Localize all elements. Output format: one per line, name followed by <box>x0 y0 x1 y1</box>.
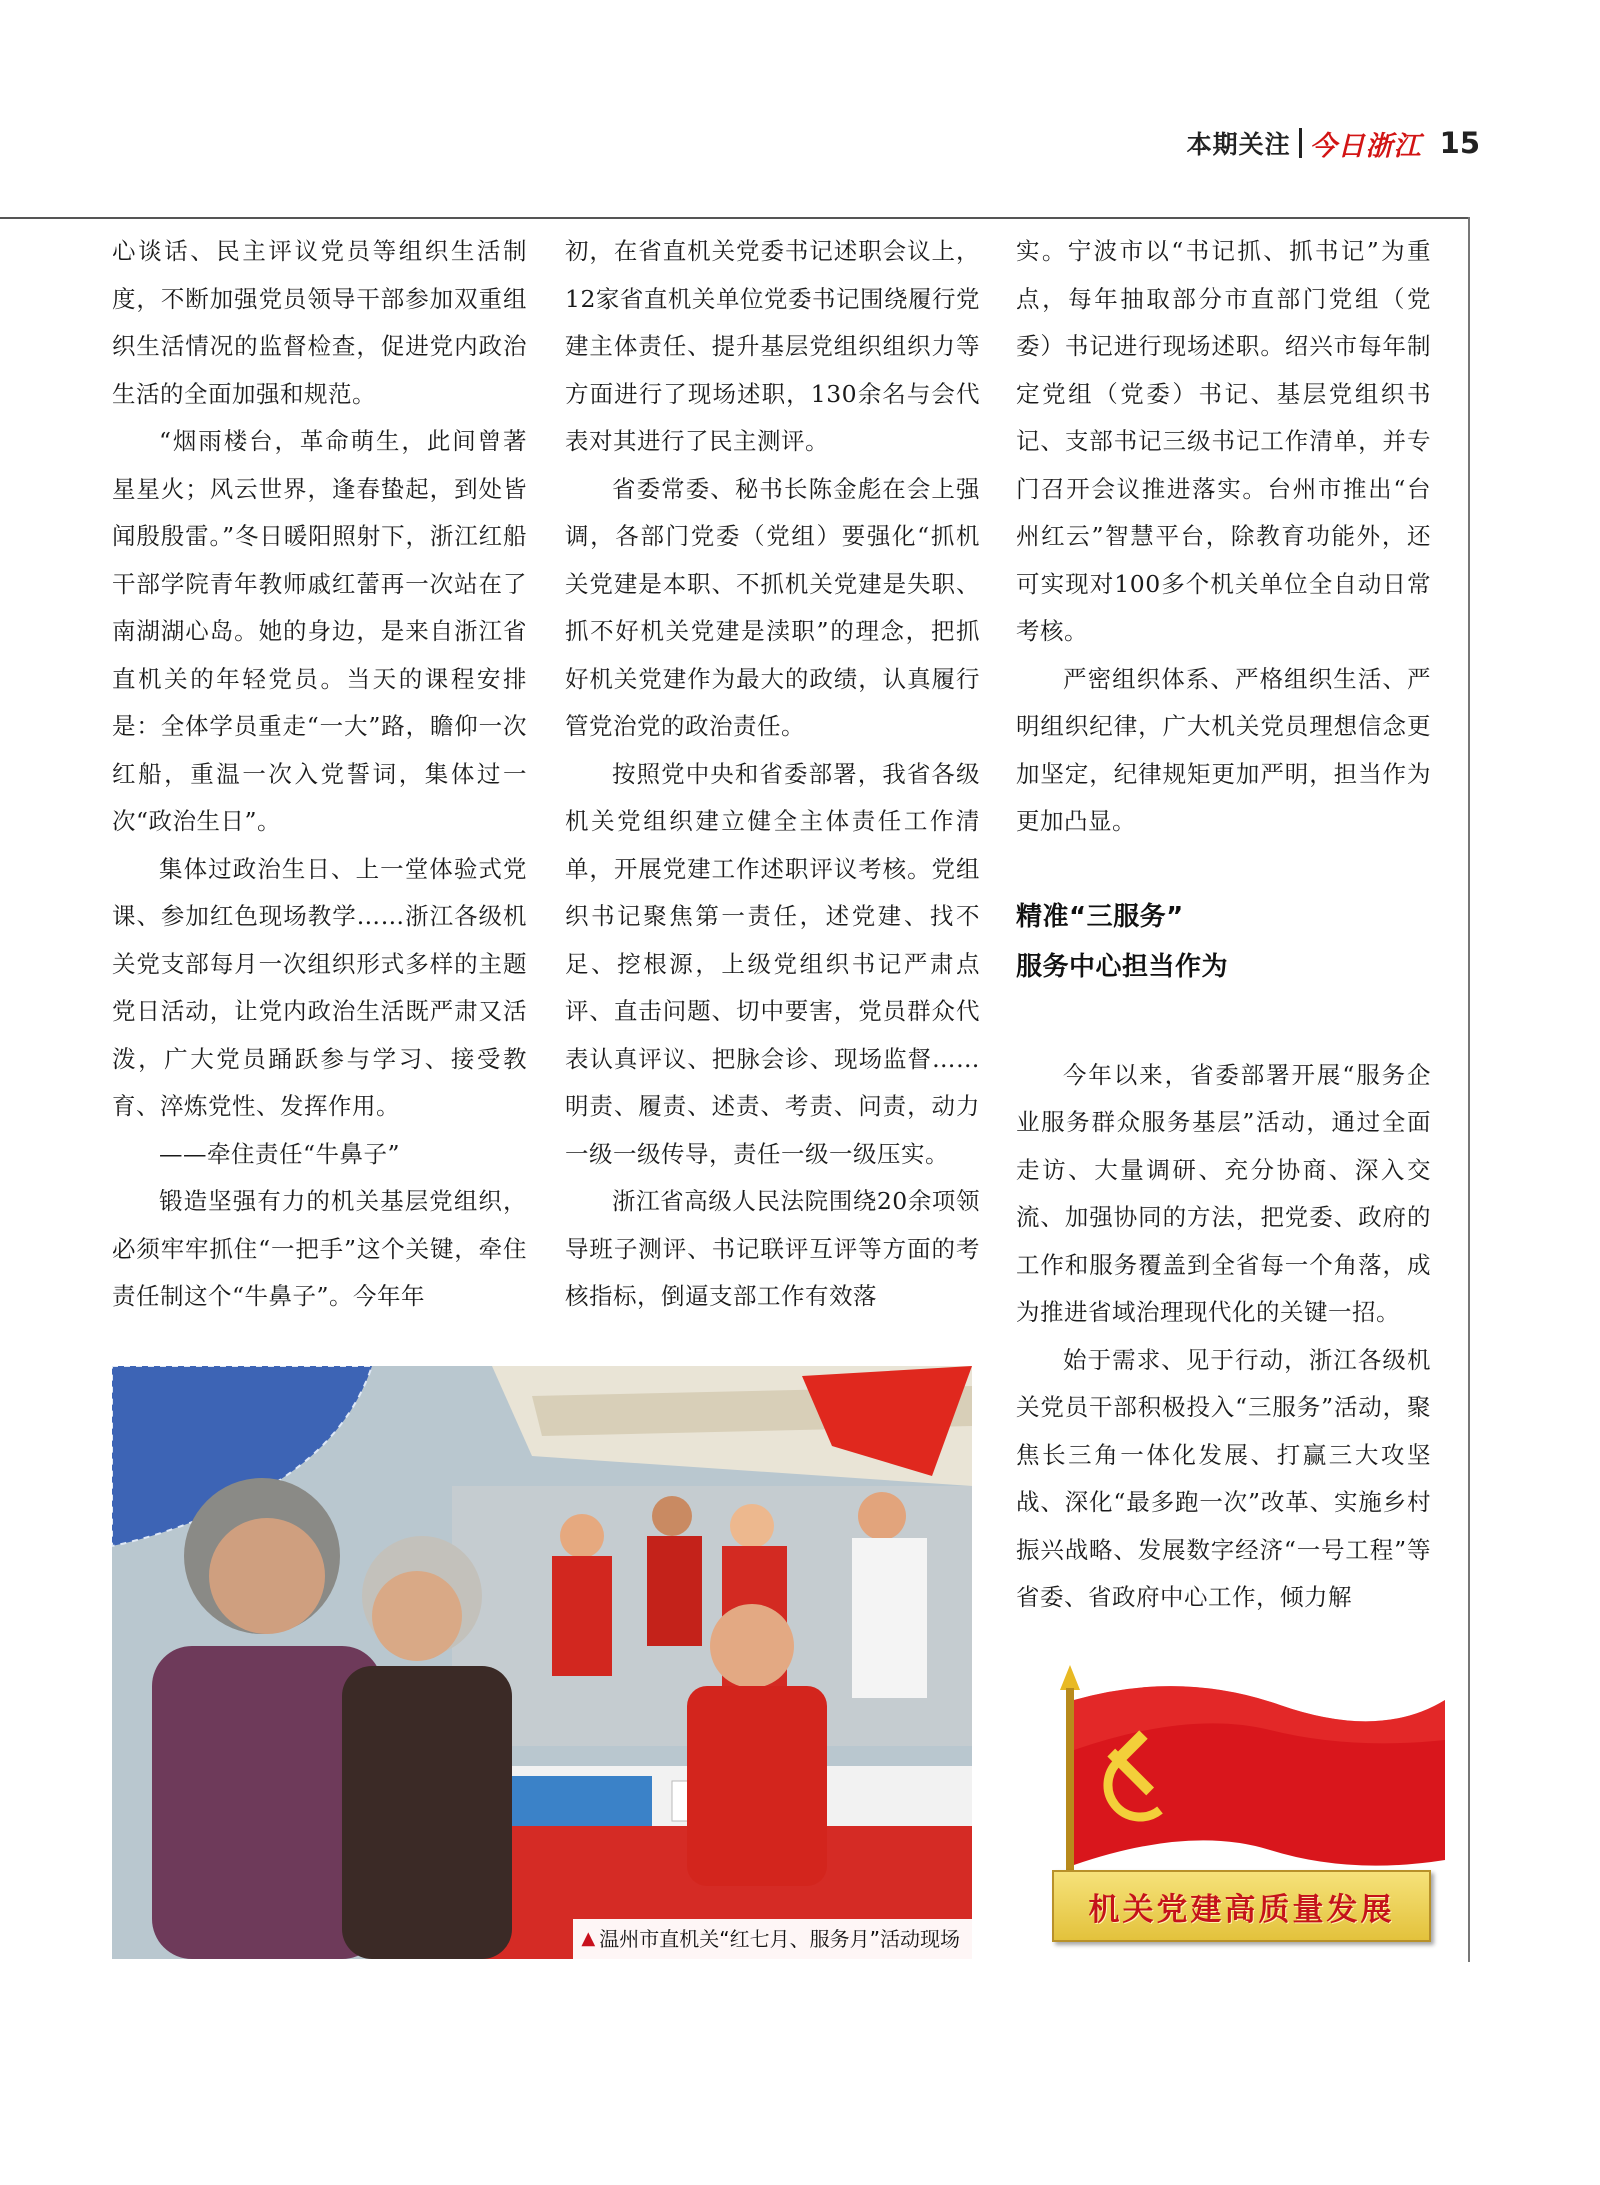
text-column-3 <box>1016 228 1431 1622</box>
red-flag-icon <box>1030 1660 1450 1890</box>
paragraph: 严密组织体系、严格组织生活、严明组织纪律，广大机关党员理想信念更加坚定，纪律规矩更加严明，担当作为更加凸显。 <box>1016 664 1431 835</box>
side-rule <box>1468 217 1470 1962</box>
paragraph: 浙江省高级人民法院围绕20余项领导班子测评、书记联评互评等方面的考核指标，倒逼支部工作有效落 <box>565 1187 980 1310</box>
page-number: 15 <box>1439 126 1480 160</box>
photo-illustration <box>112 1366 972 1959</box>
photo-caption <box>573 1919 972 1959</box>
paragraph: 初，在省直机关党委书记述职会议上，12家省直机关单位党委书记围绕履行党建主体责任、提升基层党组织组织力等方面进行了现场述职，130余名与会代表对其进行了民主测评。 <box>565 237 980 455</box>
paragraph: 实。宁波市以“书记抓、抓书记”为重点，每年抽取部分市直部门党组（党委）书记进行现场述职。绍兴市每年制定党组（党委）书记、基层党组织书记、支部书记三级书记工作清单，并专门召开会议推进落实。台州市推出“台州红云”智慧平台，除教育功能外，还可实现对100多个机关单位全自动日常考核。 <box>1016 237 1431 645</box>
section-heading <box>1016 892 1431 992</box>
paragraph: 心谈话、民主评议党员等组织生活制度，不断加强党员领导干部参加双重组织生活情况的监督检查，促进党内政治生活的全面加强和规范。 <box>112 237 527 408</box>
paragraph: “烟雨楼台，革命萌生，此间曾著星星火；风云世界，逢春蛰起，到处皆闻殷殷雷。”冬日暖阳照射下，浙江红船干部学院青年教师戚红蕾再一次站在了南湖湖心岛。她的身边，是来自浙江省直机关的年轻党员。当天的课程安排是：全体学员重走“一大”路，瞻仰一次红船，重温一次入党誓词，集体过一次“政治生日”。 <box>112 427 527 835</box>
section-heading-line-1: 精准“三服务” <box>1016 901 1184 932</box>
page-header <box>1180 118 1480 168</box>
banner <box>1052 1870 1431 1942</box>
event-photo <box>112 1366 972 1959</box>
header-divider <box>1299 128 1302 158</box>
paragraph: 按照党中央和省委部署，我省各级机关党组织建立健全主体责任工作清单，开展党建工作述职评议考核。党组织书记聚焦第一责任，述党建、找不足、挖根源，上级党组织书记严肃点评、直击问题、切中要害，党员群众代表认真评议、把脉会诊、现场监督……明责、履责、述责、考责、问责，动力一级一级传导，责任一级一级压实。 <box>565 759 980 1168</box>
paragraph: 今年以来，省委部署开展“服务企业服务群众服务基层”活动，通过全面走访、大量调研、充分协商、深入交流、加强协同的方法，把党委、政府的工作和服务覆盖到全省每一个角落，成为推进省域治理现代化的关键一招。 <box>1016 1060 1431 1326</box>
section-heading-line-2: 服务中心担当作为 <box>1016 951 1229 982</box>
top-rule <box>0 217 1470 219</box>
banner-text: 机关党建高质量发展 <box>1088 1891 1395 1928</box>
text-column-1 <box>112 228 527 1321</box>
section-label: 本期关注 <box>1186 130 1291 159</box>
caption-text: 温州市直机关“红七月、服务月”活动现场 <box>599 1927 960 1951</box>
paragraph: 始于需求、见于行动，浙江各级机关党员干部积极投入“三服务”活动，聚焦长三角一体化发展、打赢三大攻坚战、深化“最多跑一次”改革、实施乡村振兴战略、发展数字经济“一号工程”等省委、省政府中心工作，倾力解 <box>1016 1345 1431 1611</box>
caption-triangle-icon: ▲ <box>581 1928 596 1949</box>
paragraph: 锻造坚强有力的机关基层党组织，必须牢牢抓住“一把手”这个关键，牵住责任制这个“牛鼻子”。今年年 <box>112 1187 527 1310</box>
text-column-2 <box>565 228 980 1321</box>
paragraph: 省委常委、秘书长陈金彪在会上强调，各部门党委（党组）要强化“抓机关党建是本职、不抓机关党建是失职、抓不好机关党建是渎职”的理念，把抓好机关党建作为最大的政绩，认真履行管党治党的政治责任。 <box>565 474 980 740</box>
paragraph: 集体过政治生日、上一堂体验式党课、参加红色现场教学……浙江各级机关党支部每月一次组织形式多样的主题党日活动，让党内政治生活既严肃又活泼，广大党员踊跃参与学习、接受教育、淬炼党性、发挥作用。 <box>112 854 527 1120</box>
magazine-logo: 今日浙江 <box>1309 130 1422 162</box>
subtitle: ——牵住责任“牛鼻子” <box>159 1139 401 1168</box>
party-flag-graphic <box>1030 1660 1450 1960</box>
